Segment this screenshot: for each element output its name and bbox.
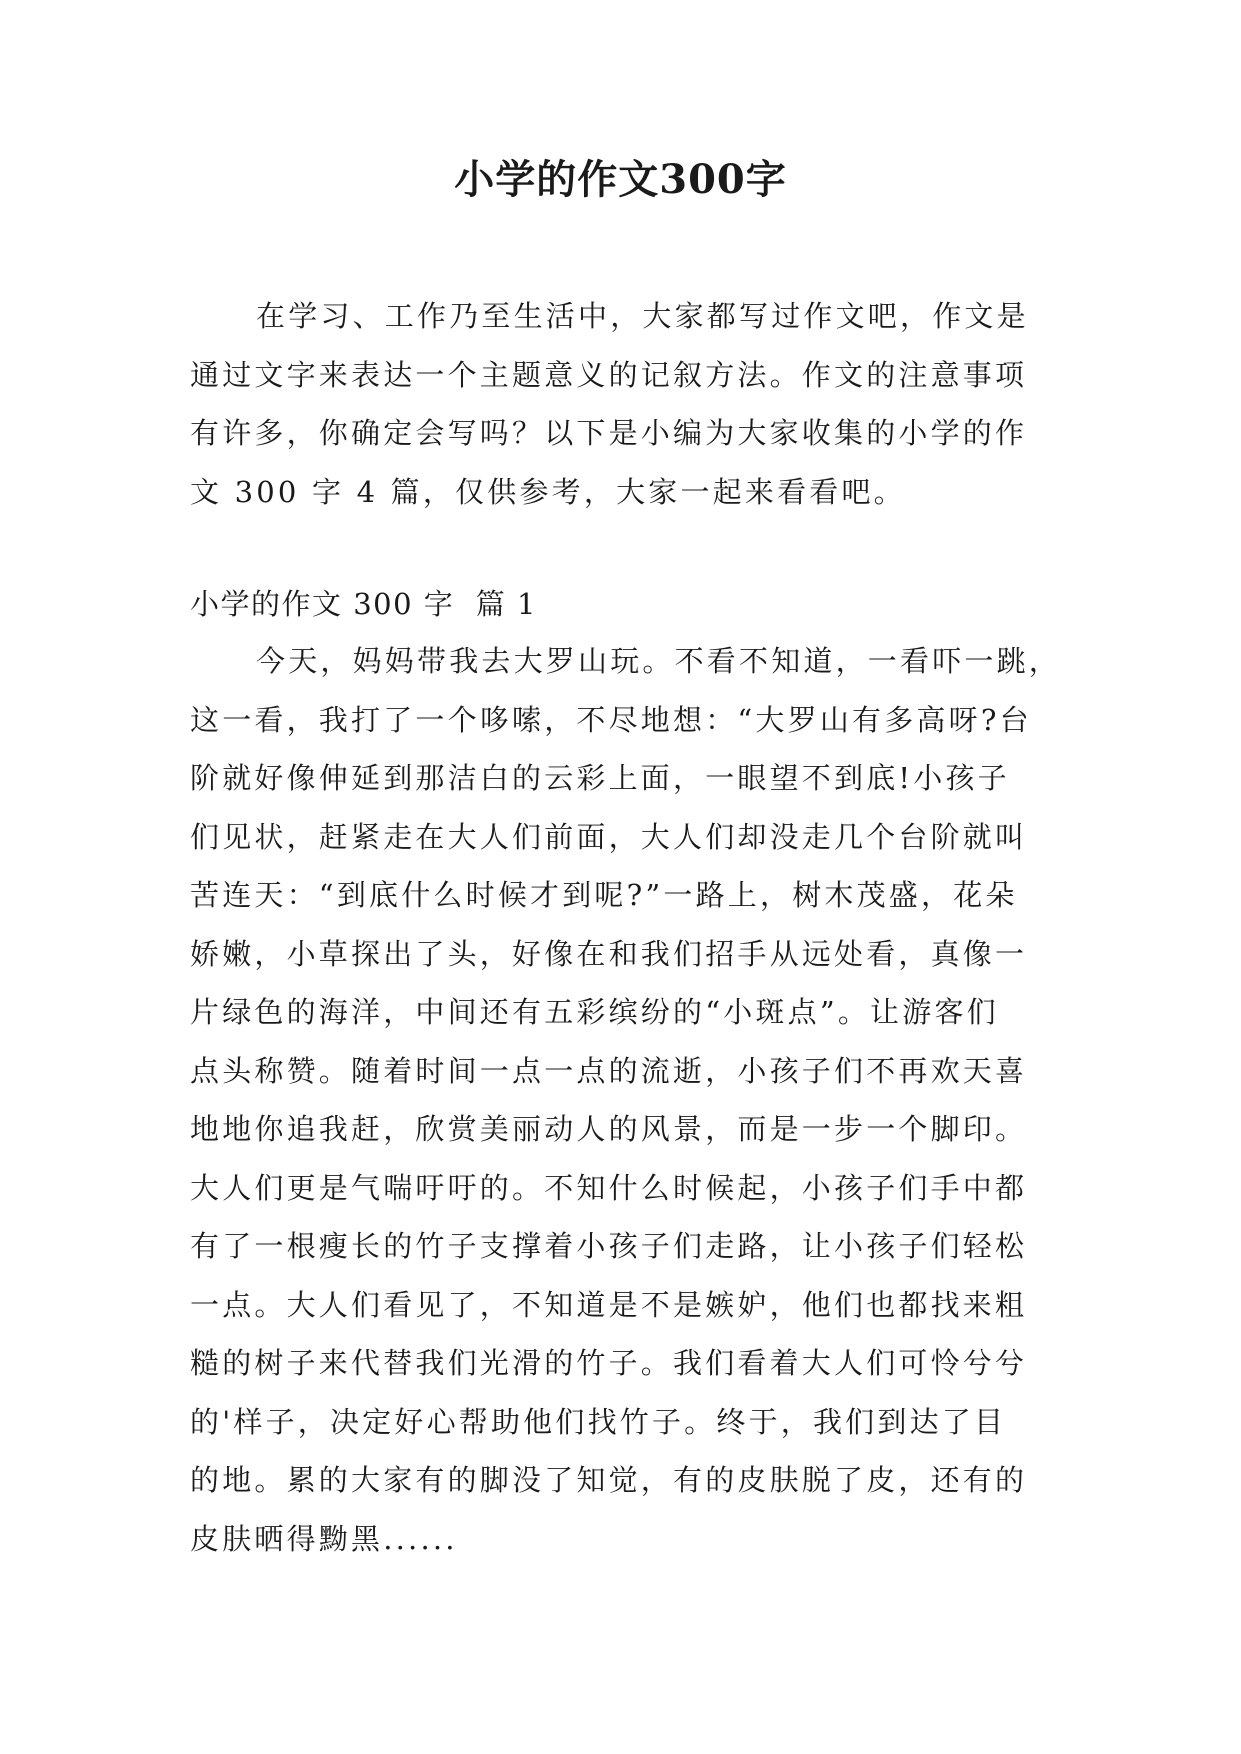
essay-line: 糙的树子来代替我们光滑的竹子。我们看着大人们可怜兮兮 [190,1346,1028,1380]
essay-line: 这一看，我打了一个哆嗦，不尽地想：“大罗山有多高呀?台 [190,702,1032,737]
intro-paragraph [190,287,1058,521]
essay-line: 阶就好像伸延到那洁白的云彩上面，一眼望不到底!小孩子 [190,761,1010,795]
essay-paragraph [190,632,1062,1568]
intro-line: 文 300 字 4 篇，仅供参考，大家一起来看看吧。 [190,474,906,509]
intro-line: 通过文字来表达一个主题意义的记叙方法。作文的注意事项 [190,357,1028,392]
essay-line: 娇嫩，小草探出了头，好像在和我们招手从远处看，真像一 [190,936,1028,971]
essay-line: 有了一根瘦长的竹子支撑着小孩子们走路，让小孩子们轻松 [190,1229,1028,1263]
essay-line: 点头称赞。随着时间一点一点的流逝，小孩子们不再欢天喜 [190,1053,1028,1088]
intro-line: 在学习、工作乃至生活中，大家都写过作文吧，作文是 [256,299,1029,333]
section-heading: 小学的作文 300 字 篇 1 [190,587,537,621]
essay-line: 们见状，赶紧走在大人们前面，大人们却没走几个台阶就叫 [190,819,1028,854]
essay-line: 苦连天：“到底什么时候才到呢?”一路上，树木茂盛，花朵 [190,878,1018,912]
essay-line: 今天，妈妈带我去大罗山玩。不看不知道，一看吓一跳， [256,644,1062,678]
intro-line: 有许多，你确定会写吗？以下是小编为大家收集的小学的作 [190,416,1028,450]
essay-line: 地地你追我赶，欣赏美丽动人的风景，而是一步一个脚印。 [190,1112,1028,1146]
essay-line: 的地。累的大家有的脚没了知觉，有的皮肤脱了皮，还有的 [190,1463,1028,1497]
document-title: 小学的作文300字 [454,156,787,203]
essay-line: 大人们更是气喘吁吁的。不知什么时候起，小孩子们手中都 [190,1170,1028,1205]
essay-line: 的'样子，决定好心帮助他们找竹子。终于，我们到达了目 [190,1404,1007,1439]
essay-line: 片绿色的海洋，中间还有五彩缤纷的“小斑点”。让游客们 [190,995,999,1029]
essay-line: 一点。大人们看见了，不知道是不是嫉妒，他们也都找来粗 [190,1287,1028,1322]
essay-line: 皮肤晒得黝黑...... [190,1521,458,1556]
